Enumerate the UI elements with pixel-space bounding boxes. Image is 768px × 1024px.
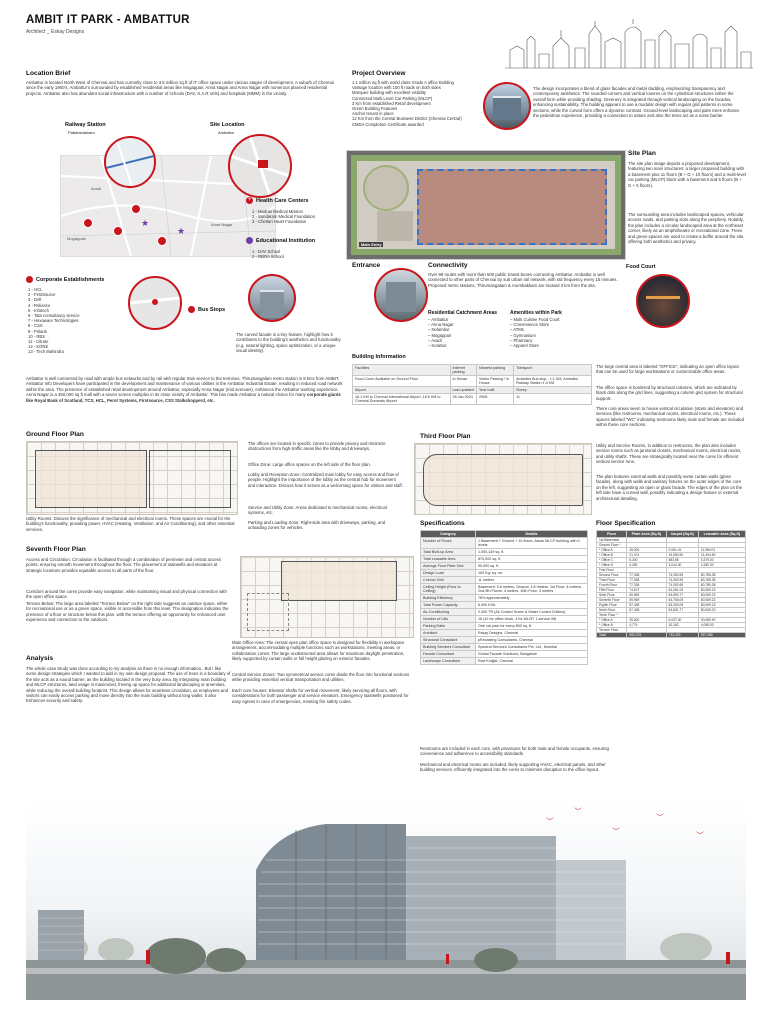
- parking-zone-text: Parking and Loading Zone: Right-side area with driveways, parking, and unloading zones for vehicles.: [248, 520, 386, 531]
- table-cell: Seventh Floor: [597, 598, 627, 603]
- table-row: [421, 602, 588, 609]
- map-pin-icon: [131, 204, 141, 214]
- table-cell: 4,774: [627, 623, 666, 628]
- table-cell: 59,969: [627, 593, 666, 598]
- table-cell: 77,338: [627, 578, 666, 583]
- specifications-heading: Specifications: [420, 520, 465, 527]
- table-cell: * Office A: [597, 548, 627, 553]
- table-cell: 53,054.09: [666, 603, 698, 608]
- table-cell: 4,280: [627, 563, 666, 568]
- map-label-anna-nagar: Anna Nagar: [211, 222, 233, 227]
- list-item: Vantage location with 100 ft roads on both sides: [352, 85, 441, 91]
- third-floor-text-5: The plan features external walls and possibly some curtain walls (glass facade), along with walls and sanitary fixtures on the outer edges of the core on the left, suggesting an open or glass facade. The edges of the plan on the left side have a curved wall, possibly indicating a design feature or external architectural detailing.: [596, 474, 743, 501]
- ground-floor-plan: [26, 441, 238, 515]
- list-item: – Multi Cuisine Food Court: [510, 317, 560, 322]
- list-item: 12 - KONE: [28, 344, 49, 350]
- table-cell: Building Efficiency: [421, 595, 476, 602]
- seventh-access-text: Access and Circulation: Circulation is facilitated through a combination of perimeter and central access points, ensuring smooth movement throughout the floor. The placement of stairwells and elevators at strategic locations provides equitable access to all parts of the floor.: [26, 557, 221, 573]
- table-cell: 16 (12 for office block, 3 for MLCP, 1 service lift): [476, 616, 588, 623]
- bird-icon: ︶: [546, 817, 554, 826]
- building-render: [26, 800, 746, 1000]
- map-pin-icon: [113, 226, 123, 236]
- entrance-path: [377, 211, 413, 241]
- mechanical-rooms-text: Mechanical and electrical rooms are included, likely supporting HVAC, electrical panels, and other building services, efficiently integrated into the cores to minimize disruption to the office layout.: [420, 762, 606, 773]
- list-item: 12 Km from the Central Business District (Chennai Central): [352, 116, 462, 122]
- list-item: – Pharmacy: [510, 337, 533, 343]
- table-cell: 10,162: [666, 623, 698, 628]
- table-cell: 80,785.38: [698, 573, 745, 578]
- table-cell: Terrace Floor: [597, 628, 627, 633]
- list-item: 13 - Tech Mahindra: [28, 349, 64, 355]
- each-core-text: Each core houses: Elevator shafts for vertical movement, likely servicing all floors, with considerations for both passenger and service elevators. Emergency stairwells positioned for easy egress in case of emergencies, meeting fire safety codes.: [232, 688, 409, 704]
- table-cell: 54,801.77: [666, 608, 698, 613]
- list-item: 1 - HCL: [28, 287, 43, 292]
- bird-icon: ︶: [574, 807, 582, 816]
- food-court-label: Food Court: [626, 264, 656, 270]
- main-entry-label: Main Entry: [361, 242, 382, 247]
- table-cell: 30,080.90: [698, 618, 745, 623]
- table-row: [421, 644, 588, 651]
- office-zone-text: Office Zone: Large office spaces on the left side of the floor plan.: [248, 462, 371, 467]
- bird-icon: ︶: [696, 831, 704, 840]
- table-cell: 4,098.00: [698, 623, 745, 628]
- map-pin-icon: [157, 236, 167, 246]
- table-cell: 80,069.23: [698, 598, 745, 603]
- list-item: – Gymnasium: [510, 332, 536, 338]
- third-floor-text-2: The office space is bordered by structural columns, which are indicated by black dots along the grid lines, suggesting a column grid system for structural support.: [596, 385, 743, 401]
- project-photo-circle: [483, 82, 531, 130]
- list-item: – ATMs: [510, 327, 524, 333]
- main-building-block: [417, 169, 607, 245]
- table-cell: 77,338: [627, 573, 666, 578]
- list-item: Green Building Features: [352, 106, 398, 112]
- table-cell: 80,069.23: [698, 593, 745, 598]
- corporate-list: [28, 287, 80, 355]
- service-zone-text: Service and Utility Zone: Areas dedicated to mechanical rooms, electrical systems, etc.: [248, 505, 387, 516]
- list-item: – Korattur: [428, 343, 447, 349]
- table-cell: Facade Consultant: [421, 651, 476, 658]
- list-item: Connected Multi Level Car Parking (MLCP): [352, 95, 433, 101]
- central-service-text: Central Service Zones: Two symmetrical service cores divide the floor into functional sections while providing essential vertical transportation and utilities.: [232, 672, 410, 683]
- building-info-table: [352, 364, 592, 405]
- table-cell: Basement: 3.6 meters, Ground: 4.8 meters, 1st Floor: 4 meters, 2nd-9th Floors: 4 meters, 10th Floor: 4 meters: [476, 584, 588, 595]
- amphitheatre-circle: [363, 165, 409, 211]
- table-cell: Architect: [421, 630, 476, 637]
- analysis-text: The whole case Study was done according to my analysis as there is no enough information.. But I like some design strategies which I wanted to add in my own design proposal. The use of trees in a boundary of the site acts as a sound barrier, as the building located in the very busy area. By integrating main building and MLCP structures, land usage is maximized, freeing up space for additional landscaping or amenities, while reducing the overall building footprint. This design allows for seamless circulation, as employees and visitors can easily access parking and move directly into the main building without long walks. It also Enhances security and safety.: [26, 666, 231, 704]
- table-cell: Ceiling Height (Floor to Ceiling): [421, 584, 476, 595]
- table-cell: 28,000: [627, 618, 666, 623]
- bus-icon: [188, 306, 195, 313]
- health-care-heading: Health Care Centers: [256, 198, 309, 204]
- table-row: [421, 651, 588, 658]
- table-row: [421, 538, 588, 549]
- table-cell: 2,000 TR (Air Cooled Screw & Water Cooled Chillers): [476, 609, 588, 616]
- map-label-avadi: Avadi: [91, 186, 101, 191]
- third-floor-text-1: The large central area is labeled "OFFICE", indicating an open office layout that can be used for large workstations or customizable office areas.: [596, 364, 739, 375]
- railway-station-label: Railway Station: [65, 122, 106, 128]
- table-cell: Total Power Capacity: [421, 602, 476, 609]
- table-cell: 5,300: [627, 558, 666, 563]
- list-item: 6 - Tata consultancy service: [28, 313, 80, 319]
- table-cell: 21,474: [627, 553, 666, 558]
- list-item: 3 Km from established Retail development: [352, 100, 431, 106]
- project-overview-list: [352, 80, 502, 127]
- building-photo-circle: [248, 274, 296, 322]
- page-title: AMBIT IT PARK - AMBATTUR: [26, 14, 190, 26]
- table-cell: One car park for every 800 sq. ft.: [476, 623, 588, 630]
- table-cell: 6,000 KVA: [476, 602, 588, 609]
- table-row: [421, 595, 588, 602]
- site-plan-text-2: The surrounding area includes landscaped spaces, vehicular access roads, and parking slots along the periphery. Notably, the plan includes a circular landscaped area at the northeast corner, likely as an amphitheatre or recreational zone. Trees and green spaces are used to create a buffer around the site, offering both aesthetics and privacy.: [628, 212, 745, 245]
- table-cell: First Floor: [597, 568, 627, 573]
- utility-rooms-text: Utility Rooms: Discuss the significance of mechanical and electrical rooms. These spaces are crucial for the building's functionality, providing power, HVAC (Heating, Ventilation, and Air Conditioning), and other essential services.: [26, 516, 235, 532]
- specifications-table: [420, 530, 588, 665]
- railway-station-sublabel: Pattaravakkam: [68, 130, 95, 135]
- table-cell: * Office C: [597, 558, 627, 563]
- table-cell: 54,765.09: [666, 598, 698, 603]
- site-location-label: Site Location: [210, 122, 245, 128]
- seventh-corridor-text: Corridors around the cores provide easy navigation, while maintaining visual and physical connection with the open office space.: [26, 589, 227, 600]
- list-item: 5 - Infotech: [28, 307, 49, 313]
- lobby-zone-text: Lobby and Reception Zone: Centralized main lobby for easy access and flow of people. Highlight the importance of the lobby as the central hub for movement and interaction. Discuss how it serves as a welcoming space for visitors and staff.: [248, 472, 403, 488]
- table-cell: 59,969: [627, 598, 666, 603]
- table-row: [421, 577, 588, 584]
- table-cell: pRecasting Consultants, Chennai: [476, 637, 588, 644]
- list-item: 3 - Dell: [28, 297, 42, 303]
- list-item: Marquee building with excellent visibility: [352, 90, 427, 96]
- table-cell: Landscape Consultant: [421, 658, 476, 665]
- table-cell: Design Load: [421, 570, 476, 577]
- table-cell: 74,052.69: [666, 583, 698, 588]
- seventh-floor-plan: [240, 556, 414, 638]
- list-item: – Mogappair: [428, 332, 452, 338]
- list-item: – Anna Nagar: [428, 322, 454, 328]
- corporate-heading: Corporate Establishments: [36, 277, 105, 283]
- connectivity-text: Over 99 routes with more than 500 public transit buses connecting Ambattur. Ambattur is well connected to other parts of Chennai by sub urban rail network, with rail frequency every 15 minutes. Proposed metro stations, Thirumangalam & Arumbakkam are located 3 km from the site.: [428, 272, 618, 288]
- table-row: [421, 556, 588, 563]
- list-item: 1 - Madras Medical Mission: [252, 209, 303, 214]
- residential-heading: Residential Catchment Areas: [428, 310, 498, 316]
- table-row: [421, 637, 588, 644]
- third-floor-text-3: There core areas seem to house vertical circulation (stairs and elevators) and services (like restrooms, mechanical rooms, electrical rooms, etc.). These spaces labeled "WC" indicating restrooms likely male and female are included within these core sections.: [596, 406, 745, 428]
- table-cell: 890,376: [627, 633, 666, 638]
- terrace-below-text: Terrace Below: The large area labeled "Terrace Below" on the right side suggests an outdoor space, either for recreational use or as a green space, visible or accessible from this level. The designation indicates the presence of a floor or structure below this plan, with the terrace offering an opportunity for enhanced user experience and connection to the outdoors.: [26, 601, 229, 623]
- building-icon: [26, 276, 33, 283]
- table-cell: Parking Ratio: [421, 623, 476, 630]
- list-item: 9 - Polaris: [28, 328, 47, 334]
- third-floor-heading: Third Floor Plan: [420, 433, 471, 440]
- table-row: [421, 584, 588, 595]
- table-cell: 57,438: [627, 608, 666, 613]
- list-item: – Nolambur: [428, 327, 450, 333]
- site-map-circle: [228, 134, 292, 198]
- table-cell: 80,069.23: [698, 588, 745, 593]
- site-location-sublabel: Ambattur: [218, 130, 235, 135]
- entrance-heading: Entrance: [352, 262, 381, 269]
- table-cell: 80,069.23: [698, 603, 745, 608]
- table-row: Facilities Internet parking Nearest parking Transport: [353, 365, 592, 376]
- graduation-cap-icon: [246, 237, 253, 244]
- table-row: Food Court/ Available on Ground Floor In House Visitor Parking / In House Ambattur Bus stop - 1.1 KM, Ambattur Railway Station 1.4 KM: [353, 376, 592, 387]
- health-care-list: [252, 209, 315, 225]
- table-cell: 1 Basement + Ground + 10 floors, Areas MLCP building with 5 levels: [476, 538, 588, 549]
- table-cell: 15,080.50: [666, 553, 698, 558]
- project-overview-heading: Project Overview: [352, 70, 406, 77]
- table-cell: * Office D: [597, 563, 627, 568]
- table-cell: Fifth Floor: [597, 588, 627, 593]
- table-cell: 1st Basement: [597, 538, 627, 543]
- table-cell: Global Facade Solutions, Bangalore: [476, 651, 588, 658]
- floor-spec-table: [596, 530, 746, 638]
- list-item: 2 - FirstSource: [28, 292, 56, 298]
- table-cell: Number of Floors: [421, 538, 476, 549]
- table-cell: 3,044.00: [666, 563, 698, 568]
- site-star-icon: ★: [177, 226, 186, 236]
- ground-floor-heading: Ground Floor Plan: [26, 431, 84, 438]
- table-row: 18.1 KM to Chennai International Airport, 18.6 KM to Chennai Domestic Airport 28 Jan 2024 2008 11: [353, 394, 592, 405]
- list-item: 1 - DAV School: [252, 249, 281, 254]
- table-cell: 78% approximately: [476, 595, 588, 602]
- residential-list: [428, 317, 454, 348]
- table-cell: 54,061.00: [666, 588, 698, 593]
- chennai-skyline-sketch: [505, 18, 753, 70]
- table-cell: 733,433: [666, 633, 698, 638]
- table-cell: 21,494.50: [698, 553, 745, 558]
- table-cell: Tenth Floor *: [597, 613, 627, 618]
- table-row: [597, 633, 746, 638]
- table-row: [421, 563, 588, 570]
- design-description: The design incorporates a blend of glass facades and metal cladding, emphasizing transparency and contemporary aesthetics. The rounded corners and vertical louvres on the cylindrical structures soften the overall form while providing shading. Greenery is integrated through vertical landscaping on the facades, enhancing sustainability. The building appears to use a modular design with regular grid patterns in some sections, while the curved form offers a dynamic contrast. Ground-level landscaping and palm trees enhance the pedestrian experience, providing a connection to nature and also the trees act as a noise barrier.: [533, 86, 740, 119]
- table-cell: 90,000 sq. ft.: [476, 563, 588, 570]
- site-star-icon: ★: [141, 218, 150, 228]
- table-cell: 583.85: [666, 558, 698, 563]
- building-info-heading: Building Information: [352, 354, 406, 360]
- table-cell: 54,890.77: [666, 593, 698, 598]
- table-cell: Total Built-up Area: [421, 549, 476, 556]
- table-cell: 11 meters: [476, 577, 588, 584]
- table-row: [421, 658, 588, 665]
- corporate-map-circle: [128, 276, 182, 330]
- table-cell: 74,052.69: [666, 573, 698, 578]
- table-cell: 4,280.00: [698, 563, 745, 568]
- table-cell: 74,672: [627, 588, 666, 593]
- site-plan-text-1: The site plan image depicts a proposed development, featuring two main structures: a larger proposed building with a basement plus 11 floors (B + G + 10 floors) and a multi-level car parking (MLCP) block with a basement and 5 floors (B + G + 5 floors).: [628, 161, 746, 188]
- table-row: [421, 549, 588, 556]
- table-cell: 3,379.00: [698, 558, 745, 563]
- list-item: 11 - Citrate: [28, 339, 49, 345]
- table-cell: Spectral Services Consultants Pvt. Ltd., Mumbai: [476, 644, 588, 651]
- list-item: Anchor tenant in place: [352, 111, 394, 117]
- table-cell: 80,785.38: [698, 583, 745, 588]
- location-brief-text: Ambattur is located North West of Chennai and has currently close to 3.5 million sq.ft of IT office space under various stages of development. A suburb of Chennai since the early 1960's, Ambattur's surrounded by established residential areas like Mogappair, Anna Nagar and Anna Nagar with numerous planned residential projects. Ambattur also has abundant social infrastructure with a number of schools (DAV, S.A.R Vels) and hospitals (MMM) in the vicinity.: [26, 80, 334, 96]
- amenities-heading: Amenities within Park: [510, 310, 562, 316]
- table-cell: 80,069.23: [698, 608, 745, 613]
- list-item: 7 - Hexaware Technologies: [28, 318, 79, 324]
- floor-spec-heading: Floor Specification: [596, 520, 656, 527]
- list-item: 2 - DBOA School: [252, 254, 284, 260]
- seventh-floor-heading: Seventh Floor Plan: [26, 546, 86, 553]
- table-cell: * Office B: [597, 623, 627, 628]
- list-item: 4 - Reliance: [28, 302, 51, 308]
- table-cell: 870,000 sq. ft.: [476, 556, 588, 563]
- table-cell: Column Grid: [421, 577, 476, 584]
- map-label-mogappair: Mogappair: [67, 236, 86, 241]
- list-item: 1.1 million sq.ft with world class Grade A office Building: [352, 80, 454, 85]
- table-header-row: Floor Plate Area (Sq.ft) Carpet (Sq.ft) Leasable Area (Sq.ft): [597, 531, 746, 538]
- table-row: Airport Last updated Year built Storey: [353, 387, 592, 394]
- table-row: [421, 630, 588, 637]
- table-cell: Total: [597, 633, 627, 638]
- table-row: [421, 616, 588, 623]
- list-item: – Avadi: [428, 337, 442, 343]
- site-plan-image: [346, 150, 626, 260]
- list-item: – Apparel Store: [510, 343, 539, 349]
- table-cell: 9,081.41: [666, 548, 698, 553]
- table-cell: Building Services Consultant: [421, 644, 476, 651]
- table-cell: Second Floor: [597, 573, 627, 578]
- table-cell: 74,052.69: [666, 578, 698, 583]
- table-cell: Ground Floor *: [597, 543, 627, 548]
- restrooms-text: Restrooms are included in each core, with provisions for both male and female occupants, ensuring convenience and adherence to accessibility standards.: [420, 746, 609, 757]
- education-list: [252, 249, 284, 259]
- table-cell: Eighth Floor: [597, 603, 627, 608]
- table-cell: 1,000,149 sq. ft.: [476, 549, 588, 556]
- list-item: 8 - CSS: [28, 323, 43, 329]
- table-cell: 80,785.38: [698, 578, 745, 583]
- list-item: 2 - Sundaram Medical Foundation: [252, 214, 316, 220]
- table-header-row: Category Details: [421, 531, 588, 538]
- entrance-photo-circle: [374, 268, 428, 322]
- railway-map-circle: [104, 136, 156, 188]
- table-cell: Fourth Floor: [597, 583, 627, 588]
- table-cell: Air-Conditioning: [421, 609, 476, 616]
- table-cell: * Office B: [597, 553, 627, 558]
- table-cell: Sixth Floor: [597, 593, 627, 598]
- table-cell: Structural Consultant: [421, 637, 476, 644]
- table-cell: Ninth Floor: [597, 608, 627, 613]
- bird-icon: ︶: [612, 827, 620, 836]
- third-floor-text-4: Utility and Service Rooms, in addition to restrooms, the plan also includes service rooms such as janitorial closets, mechanical rooms, electrical rooms, and utility shafts. These are strategically located near the cores for efficient vertical service runs.: [596, 443, 742, 465]
- ground-floor-text-1: The offices are located in specific zones to provide privacy and minimize obstructions from high-traffic areas like the lobby and driveways.: [248, 441, 386, 452]
- table-cell: 28,000: [627, 548, 666, 553]
- render-sketch: [26, 800, 746, 1000]
- map-pin-icon: [83, 218, 93, 228]
- location-brief-heading: Location Brief: [26, 70, 71, 77]
- amenities-list: [510, 317, 560, 348]
- food-court-photo-circle: [636, 274, 690, 328]
- table-cell: Third Floor: [597, 578, 627, 583]
- table-cell: Ravi Knijtjal, Chennai: [476, 658, 588, 665]
- table-cell: * Office A: [597, 618, 627, 623]
- table-cell: Total Leasable Area: [421, 556, 476, 563]
- table-cell: 997,988: [698, 633, 745, 638]
- table-cell: 11,984.01: [698, 548, 745, 553]
- bus-stops-label: Bus Stops: [198, 307, 226, 313]
- main-office-text: Main Office Area: The central open plan office space is designed for flexibility in workspace arrangement, accommodating multiple functions such as workstations, meeting areas, or collaboration zones. The large unobstructed area allows for maximum daylight penetration, likely supported by curtain walls or full height glazing on exterior facades.: [232, 640, 405, 662]
- third-floor-plan: [414, 443, 592, 515]
- table-cell: Number of Lifts: [421, 616, 476, 623]
- list-item: 3 - Chettari Heart Foundation: [252, 219, 307, 225]
- table-row: [421, 570, 588, 577]
- table-cell: 77,338: [627, 583, 666, 588]
- list-item: CMDA Completion Certificate awarded: [352, 121, 424, 127]
- list-item: 10 - RBS: [28, 333, 45, 339]
- table-cell: 6,037.30: [666, 618, 698, 623]
- list-item: – Ambattur: [428, 317, 449, 322]
- connection-text: Ambattur is well connected by road with ample bus networks and by rail with regular train service to the terminus. Thirumangalam metro station is 8 kms from AMBIT. Ambattur Info Developers have participated in the development and maintenance of various utilities in the Ambattur Industrial Estate, resulting in reduced road network within the area. The presence of established retail development around Ambattur, especially Anna Nagar (mid avenues), enhances the Ambattur working experience. Anna Nagar is a 350,000 sq ft mall with a seven screen multiplex in its close vicinity of Ambattur. This has made Ambattur a natural choice for many corporate giants like Royal Bank of Scotland, TCS, HCL, Perot Systems, Firstsource, CSS Stalkshopperd, etc.: [26, 376, 343, 403]
- architect-subtitle: Architect _ Eskay Designs: [26, 29, 85, 35]
- hospital-cross-icon: +: [247, 197, 252, 203]
- connectivity-heading: Connectivity: [428, 262, 468, 269]
- list-item: – Convenience Store: [510, 322, 550, 328]
- analysis-heading: Analysis: [26, 655, 54, 662]
- table-row: [421, 623, 588, 630]
- education-heading: Educational Institution: [256, 238, 316, 244]
- table-cell: Eskay Designs, Chennai: [476, 630, 588, 637]
- bird-icon: ︶: [656, 813, 664, 822]
- table-row: [421, 609, 588, 616]
- table-cell: 57,438: [627, 603, 666, 608]
- table-cell: Average Floor Plate Size: [421, 563, 476, 570]
- facade-description: The curved facade is a key feature, highlight how it contributes to the building's aesthetics and functionality (e.g. natural lighting, space optimization, or a unique visual identity).: [236, 332, 341, 354]
- site-plan-heading: Site Plan: [628, 150, 656, 157]
- table-cell: 100 Kg/ sq. mt.: [476, 570, 588, 577]
